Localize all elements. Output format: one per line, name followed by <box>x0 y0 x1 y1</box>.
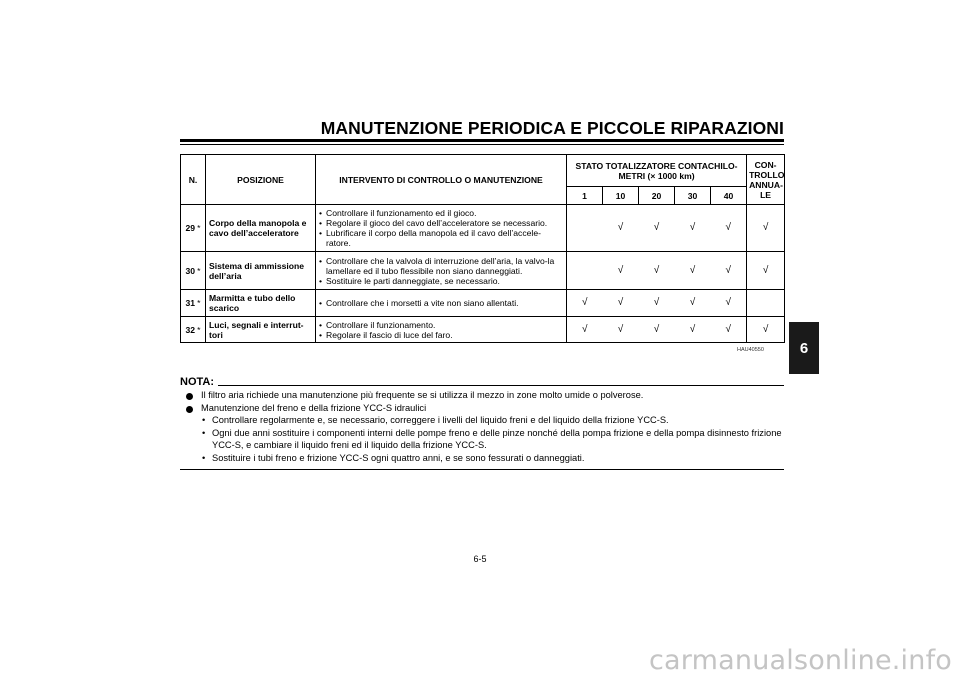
bullet-dot-icon <box>186 406 193 413</box>
sub-note-item <box>186 427 784 452</box>
header-odometer: STATO TOTALIZZATORE CONTACHILO-METRI (× 1000 km) <box>567 155 747 187</box>
title-rule-thick <box>180 139 784 142</box>
check-km-30: √ <box>675 317 711 343</box>
check-km-10: √ <box>603 290 639 317</box>
title-rule-thin <box>180 144 784 145</box>
note-text: Il filtro aria richiede una manutenzione più frequente se si utilizza il mezzo in zone molto umide o polverose. <box>201 390 644 400</box>
check-annual: √ <box>747 205 785 252</box>
header-km-20: 20 <box>639 187 675 205</box>
sub-note-item <box>186 452 784 465</box>
page-number: 6-5 <box>473 554 487 564</box>
row-intervention <box>316 252 567 290</box>
check-km-40: √ <box>711 252 747 290</box>
intervention-item: • Controllare il funzionamento ed il gioco. <box>319 208 563 218</box>
note-item <box>186 389 784 402</box>
header-km-30: 30 <box>675 187 711 205</box>
table-row <box>181 317 785 343</box>
document-code: HAU40550 <box>737 347 764 353</box>
intervention-item: • Controllare che i morsetti a vite non siano allentati. <box>319 298 563 308</box>
check-km-40: √ <box>711 205 747 252</box>
check-annual: √ <box>747 252 785 290</box>
sub-note-text: Ogni due anni sostituire i componenti interni delle pompe freno e delle pinze nonché della pompa frizione e della pompa disinnesto frizione YCC-S, e cambiare il liquido freni ed il liquido della frizione YCC-S. <box>212 427 782 450</box>
header-intervention: INTERVENTO DI CONTROLLO O MANUTENZIONE <box>316 155 567 205</box>
table-row <box>181 205 785 252</box>
sub-note-item <box>186 414 784 427</box>
header-km-40: 40 <box>711 187 747 205</box>
check-km-1: √ <box>567 290 603 317</box>
header-km-10: 10 <box>603 187 639 205</box>
intervention-item: • Controllare che la valvola di interruzione dell’aria, la valvo-la lamellare ed il tubo flessibile non siano danneggiati. <box>319 256 563 276</box>
row-intervention <box>316 290 567 317</box>
header-n: N. <box>181 155 206 205</box>
check-annual: √ <box>747 317 785 343</box>
maintenance-table <box>180 154 785 343</box>
check-km-40: √ <box>711 290 747 317</box>
check-km-20: √ <box>639 205 675 252</box>
bullet-dot-icon <box>186 393 193 400</box>
row-number: 30 * <box>181 252 206 290</box>
bullet-icon: • <box>202 452 206 463</box>
bullet-icon: • <box>202 415 206 425</box>
page-title: MANUTENZIONE PERIODICA E PICCOLE RIPARAZIONI <box>320 118 784 138</box>
check-km-10: √ <box>603 205 639 252</box>
check-km-20: √ <box>639 252 675 290</box>
chapter-tab[interactable]: 6 <box>789 322 819 374</box>
check-km-30: √ <box>675 252 711 290</box>
check-annual <box>747 290 785 317</box>
sub-note-text: Controllare regolarmente e, se necessario, correggere i livelli del liquido freni e del liquido della frizione YCC-S. <box>212 415 669 425</box>
check-km-30: √ <box>675 290 711 317</box>
bullet-icon: • <box>202 427 206 438</box>
note-text: Manutenzione del freno e della frizione YCC-S idraulici <box>201 402 427 413</box>
table-row <box>181 290 785 317</box>
row-number: 32 * <box>181 317 206 343</box>
check-km-10: √ <box>603 317 639 343</box>
section-end-rule <box>180 469 784 470</box>
intervention-item: • Lubrificare il corpo della manopola ed il cavo dell’accele-ratore. <box>319 228 563 248</box>
check-km-20: √ <box>639 317 675 343</box>
header-km-1: 1 <box>567 187 603 205</box>
row-position: Sistema di ammissione dell’aria <box>206 252 316 290</box>
sub-note-text: Sostituire i tubi freno e frizione YCC-S ogni quattro anni, e se sono fessurati o danneggiati. <box>212 452 585 463</box>
row-intervention <box>316 205 567 252</box>
table-row <box>181 252 785 290</box>
row-number: 31 * <box>181 290 206 317</box>
intervention-item: • Sostituire le parti danneggiate, se necessario. <box>319 276 563 286</box>
row-position: Luci, segnali e interrut-tori <box>206 317 316 343</box>
check-km-40: √ <box>711 317 747 343</box>
intervention-item: • Regolare il gioco del cavo dell’acceleratore se necessario. <box>319 218 563 228</box>
intervention-item: • Regolare il fascio di luce del faro. <box>319 330 563 340</box>
row-position: Marmitta e tubo dello scarico <box>206 290 316 317</box>
watermark: carmanualsonline.info <box>649 645 952 676</box>
check-km-1 <box>567 252 603 290</box>
check-km-1: √ <box>567 317 603 343</box>
check-km-20: √ <box>639 290 675 317</box>
note-item <box>186 402 784 415</box>
header-position: POSIZIONE <box>206 155 316 205</box>
row-intervention <box>316 317 567 343</box>
row-number: 29 * <box>181 205 206 252</box>
nota-list <box>186 389 784 464</box>
check-km-30: √ <box>675 205 711 252</box>
row-position: Corpo della manopola e cavo dell’acceleratore <box>206 205 316 252</box>
nota-label: NOTA: <box>180 376 215 388</box>
check-km-1 <box>567 205 603 252</box>
intervention-item: • Controllare il funzionamento. <box>319 320 563 330</box>
header-annual-check: CON-TROLLO ANNUA-LE <box>747 155 785 205</box>
nota-rule <box>218 385 784 386</box>
check-km-10: √ <box>603 252 639 290</box>
